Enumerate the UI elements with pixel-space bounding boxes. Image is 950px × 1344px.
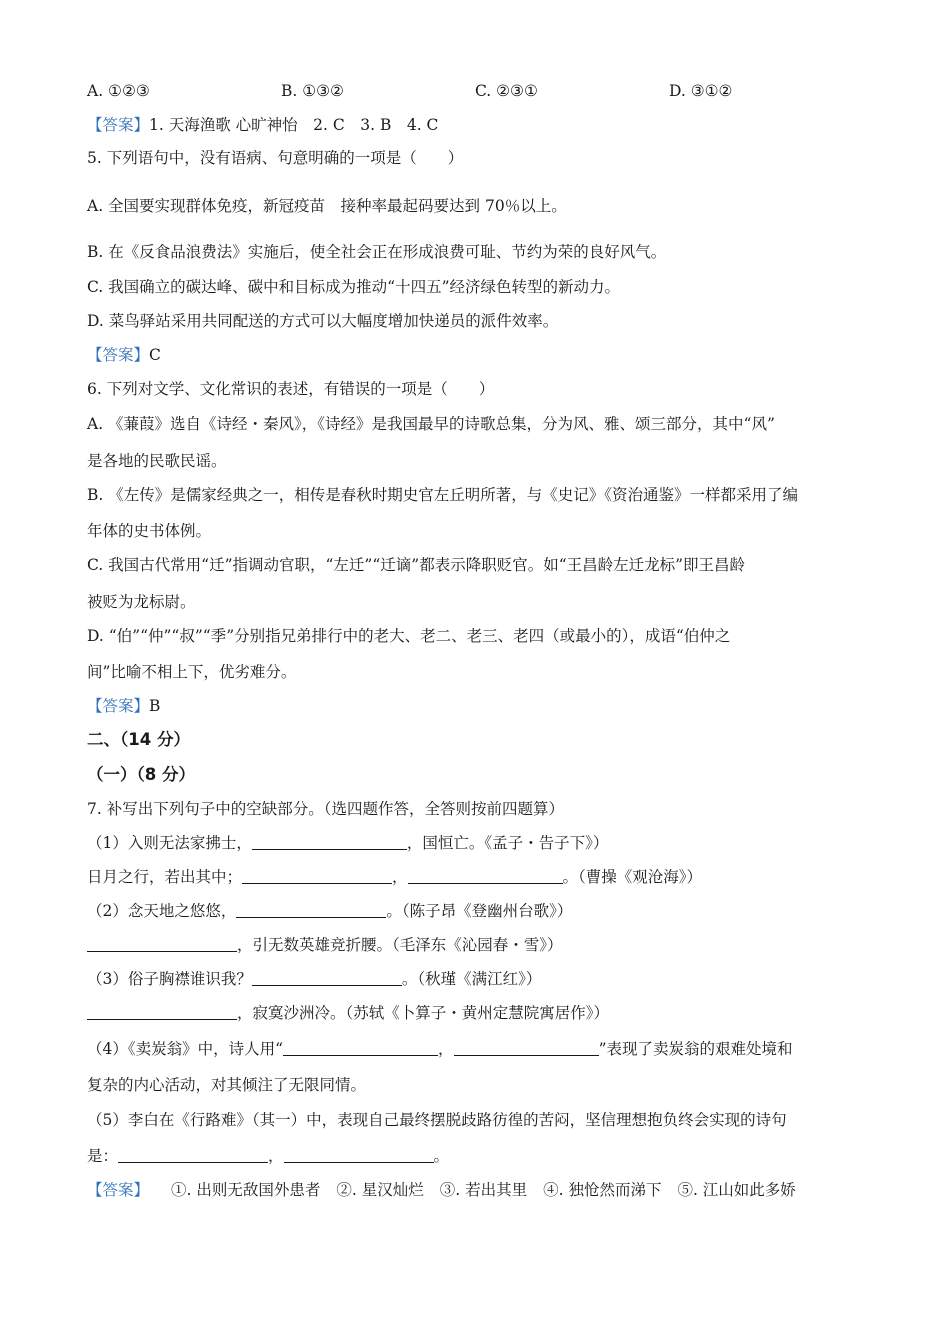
- answer-tag: 【答案】: [87, 346, 150, 364]
- fill-blank[interactable]: [454, 1039, 599, 1056]
- q4-option-d: D. ③①②: [669, 82, 733, 100]
- text: （1）入则无法家拂士，: [87, 834, 252, 852]
- fill-blank[interactable]: [283, 1039, 438, 1056]
- fill-blank[interactable]: [252, 833, 407, 850]
- answer-item: ⑤. 江山如此多娇: [677, 1181, 796, 1199]
- q7-line-1: [87, 832, 608, 854]
- q7-stem: 7. 补写出下列句子中的空缺部分。（选四题作答，全答则按前四题算）: [87, 800, 564, 818]
- q7-line-10: [87, 1145, 449, 1167]
- q4-option-a: A. ①②③: [87, 82, 150, 100]
- fill-blank[interactable]: [252, 969, 402, 986]
- q6-option-d-cont: 间”比喻不相上下，优劣难分。: [87, 663, 297, 681]
- q7-line-4: [87, 934, 563, 956]
- q6-option-b-cont: 年体的史书体例。: [87, 522, 212, 540]
- text: （2）念天地之悠悠，: [87, 902, 237, 920]
- fill-blank[interactable]: [284, 1146, 434, 1163]
- answer-tag: 【答案】: [87, 116, 150, 134]
- answer-text: B: [149, 697, 161, 715]
- q6-option-d: D. “伯”“仲”“叔”“季”分别指兄弟排行中的老大、老二、老三、老四（或最小的），成语“伯仲之: [87, 627, 731, 645]
- text: 是：: [87, 1147, 119, 1165]
- fill-blank[interactable]: [87, 935, 237, 952]
- q6-option-a: A. 《蒹葭》选自《诗经・秦风》，《诗经》是我国最早的诗歌总集，分为风、雅、颂三部分，其中“风”: [87, 415, 775, 433]
- q6-option-a-cont: 是各地的民歌民谣。: [87, 452, 227, 470]
- answer-text: 1. 天海渔歌 心旷神怡 2. C 3. B 4. C: [149, 116, 439, 134]
- answer-tag: 【答案】: [87, 697, 150, 715]
- text: ”表现了卖炭翁的艰难处境和: [598, 1040, 793, 1058]
- q7-line-9: （5）李白在《行路难》（其一）中，表现自己最终摆脱歧路彷徨的苦闷，坚信理想抱负终会实现的诗句: [87, 1111, 787, 1129]
- section-heading-2-1: （一）（8 分）: [87, 765, 195, 784]
- answer-item: ④. 独怆然而涕下: [543, 1181, 662, 1199]
- answer-tag: 【答案】: [87, 1181, 150, 1199]
- q7-line-2: [87, 866, 702, 888]
- text: 。（秋瑾《满江红》）: [401, 970, 542, 988]
- q4-option-b: B. ①③②: [281, 82, 344, 100]
- q7-line-6: [87, 1002, 609, 1024]
- q4-option-c: C. ②③①: [475, 82, 538, 100]
- q7-answer: [87, 1179, 796, 1201]
- answer-text: C: [149, 346, 161, 364]
- q5-answer: [87, 344, 161, 366]
- text: ，引无数英雄竞折腰。（毛泽东《沁园春・雪》）: [237, 936, 563, 954]
- q7-line-5: [87, 968, 541, 990]
- fill-blank[interactable]: [87, 1003, 237, 1020]
- text: ，: [438, 1040, 454, 1058]
- text: 。: [433, 1147, 450, 1165]
- answer-item: ②. 星汉灿烂: [336, 1181, 424, 1199]
- q5-stem: 5. 下列语句中，没有语病、句意明确的一项是（ ）: [87, 149, 464, 167]
- q7-line-8: 复杂的内心活动，对其倾注了无限同情。: [87, 1076, 367, 1094]
- text: 。（曹操《观沧海》）: [562, 868, 703, 886]
- answer-item: ①. 出则无敌国外患者: [171, 1181, 321, 1199]
- q6-option-c-cont: 被贬为龙标尉。: [87, 593, 196, 611]
- text: （4）《卖炭翁》中，诗人用“: [87, 1040, 284, 1058]
- q7-line-3: [87, 900, 572, 922]
- text: 日月之行，若出其中；: [87, 868, 243, 886]
- q6-answer: [87, 695, 160, 717]
- q5-option-b: B. 在《反食品浪费法》实施后，使全社会正在形成浪费可耻、节约为荣的良好风气。: [87, 243, 667, 261]
- q6-option-b: B. 《左传》是儒家经典之一，相传是春秋时期史官左丘明所著，与《史记》《资治通鉴》一样都采用了编: [87, 486, 798, 504]
- answer-1-4: [87, 114, 438, 136]
- text: ，国恒亡。《孟子・告子下》）: [406, 834, 609, 852]
- q5-option-a: A. 全国要实现群体免疫，新冠疫苗 接种率最起码要达到 70％以上。: [87, 197, 567, 215]
- text: ，寂寞沙洲冷。（苏轼《卜算子・黄州定慧院寓居作》）: [237, 1004, 610, 1022]
- q6-option-c: C. 我国古代常用“迁”指调动官职，“左迁”“迁谪”都表示降职贬官。如“王昌龄左迁龙标”即王昌龄: [87, 556, 746, 574]
- fill-blank[interactable]: [242, 867, 392, 884]
- text: （3）俗子胸襟谁识我？: [87, 970, 252, 988]
- text: ，: [392, 868, 408, 886]
- fill-blank[interactable]: [408, 867, 563, 884]
- section-heading-2: 二、（14 分）: [87, 730, 190, 749]
- fill-blank[interactable]: [236, 901, 386, 918]
- text: 。（陈子昂《登幽州台歌》）: [386, 902, 573, 920]
- q7-line-7: [87, 1038, 793, 1060]
- q5-option-d: D. 菜鸟驿站采用共同配送的方式可以大幅度增加快递员的派件效率。: [87, 312, 559, 330]
- q5-option-c: C. 我国确立的碳达峰、碳中和目标成为推动“十四五”经济绿色转型的新动力。: [87, 278, 621, 296]
- text: ，: [268, 1147, 284, 1165]
- q6-stem: 6. 下列对文学、文化常识的表述，有错误的一项是（ ）: [87, 380, 495, 398]
- answer-item: ③. 若出其里: [439, 1181, 528, 1199]
- fill-blank[interactable]: [118, 1146, 268, 1163]
